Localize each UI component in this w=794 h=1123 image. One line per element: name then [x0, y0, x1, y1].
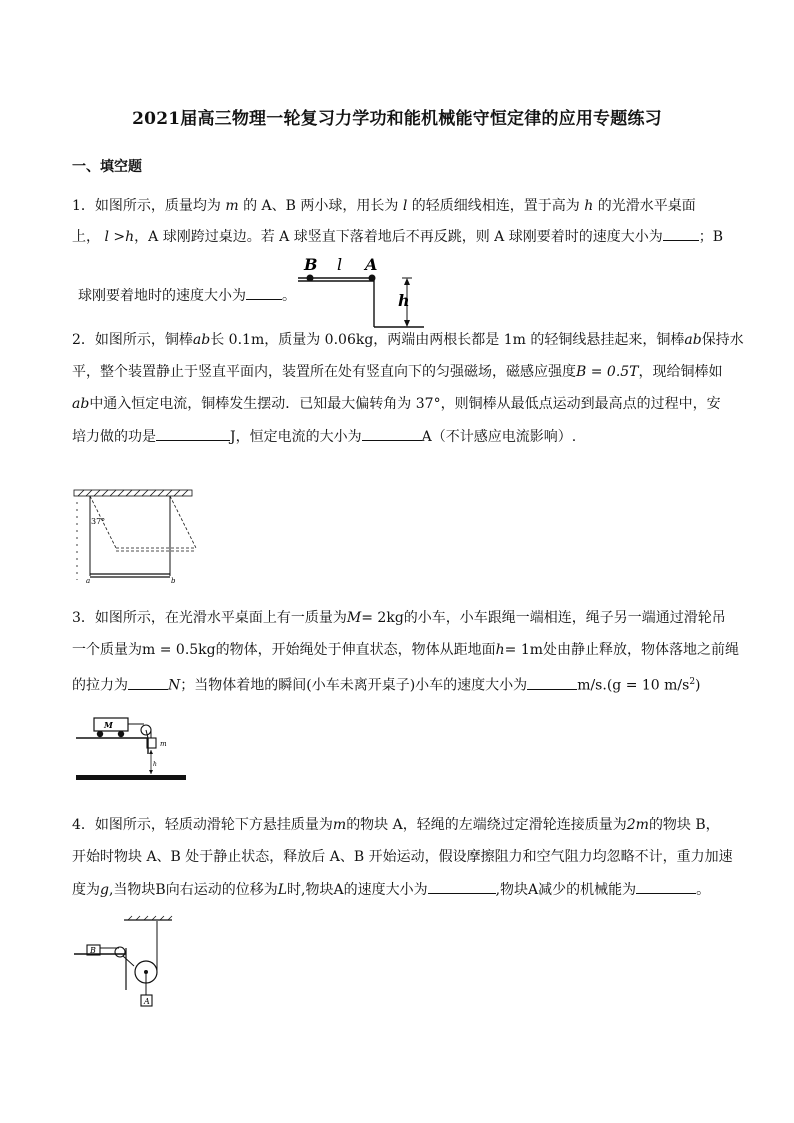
q1-var-l: l: [402, 198, 408, 214]
q3-line-1: [72, 608, 726, 628]
q1-text: ，A 球刚跨过桌边。若 A 球竖直下落着地后不再反跳，则 A 球刚要着时的速度大小为: [134, 229, 663, 245]
q4-text: 时,物块A的速度大小为: [287, 882, 428, 898]
q3-text: ): [695, 677, 701, 694]
q4-var-g: g: [100, 882, 109, 898]
q1-text: 。: [282, 288, 296, 304]
q4-var-m: m: [332, 817, 347, 833]
q4-text: 开始时物块 A、B 处于静止状态，释放后 A、B 开始运动，假设摩擦阻力和空气阻力均忽略不计，重力加速: [72, 849, 733, 865]
section-heading: 一、填空题: [72, 159, 142, 175]
q3-text: m/s.(g = 10 m/s: [577, 677, 690, 694]
q2-text: 培力做的功是: [72, 429, 156, 445]
q1-text: 的 A、B 两小球，用长为: [238, 198, 403, 214]
ball-a: [369, 275, 376, 282]
q2-line-4: [72, 426, 576, 447]
q2-var-ab: ab: [72, 396, 90, 412]
q3-answer-blank-1[interactable]: [128, 675, 168, 690]
q3-var-M: M: [346, 610, 362, 626]
q3-line-3: [72, 672, 701, 696]
q3-text: 的拉力为: [72, 677, 128, 694]
q2-text: 长 0.1m，质量为 0.06kg，两端由两根长都是 1m 的轻铜线悬挂起来，铜棒: [210, 332, 685, 348]
q3-text: 3．如图所示，在光滑水平桌面上有一质量为: [72, 610, 347, 626]
q4-figure: [74, 918, 174, 1010]
q4-text: ,物块A减少的机械能为: [495, 882, 637, 898]
q2-var-ab: ab: [192, 332, 211, 348]
q2-answer-blank-1[interactable]: [156, 426, 230, 441]
q3-var-N: N: [168, 677, 181, 694]
fig-label-l: l: [337, 255, 343, 274]
page-title: 2021届高三物理一轮复习力学功和能机械能守恒定律的应用专题练习: [132, 109, 662, 129]
ball-b: [307, 275, 314, 282]
q2-text: 中通入恒定电流，铜棒发生摆动．已知最大偏转角为 37°，则铜棒从最低点运动到最高点的过程中，安: [89, 396, 721, 412]
fig-label-B: B: [90, 946, 96, 955]
q2-text: ，现给铜棒如: [638, 364, 723, 380]
q1-answer-blank-1[interactable]: [663, 226, 699, 241]
q2-math: B = 0.5T: [576, 364, 639, 380]
q1-answer-blank-2[interactable]: [246, 285, 282, 300]
q4-text: 4．如图所示，轻质动滑轮下方悬挂质量为: [72, 817, 333, 833]
q1-math: l >h: [104, 229, 135, 245]
q3-answer-blank-2[interactable]: [527, 675, 577, 690]
q2-line-3: [72, 394, 721, 414]
q2-line-1: [72, 330, 744, 350]
fig-label-h: h: [153, 761, 157, 768]
q4-var-2m: 2m: [626, 817, 649, 833]
q3-text: 一个质量为m = 0.5kg的物体，开始绳处于伸直状态，物体从距地面: [72, 642, 496, 658]
fig-label-a: A: [365, 255, 378, 274]
fig-label-A: A: [144, 997, 150, 1006]
q2-text: 平，整个装置静止于竖直平面内，装置所在处有竖直向下的匀强磁场，磁感应强度: [72, 364, 576, 380]
q2-text: A（不计感应电流影响）.: [421, 429, 577, 445]
q2-text: 保持水: [701, 332, 744, 348]
fig-label-a: a: [86, 577, 91, 585]
q2-text: 2．如图所示，铜棒: [72, 332, 193, 348]
q4-answer-blank-2[interactable]: [636, 879, 696, 894]
q1-text: 上，: [72, 229, 100, 245]
q3-text: ；当物体着地的瞬间(小车未离开桌子)小车的速度大小为: [180, 677, 528, 694]
q1-line-3: [78, 285, 296, 306]
q4-answer-blank-1[interactable]: [428, 879, 496, 894]
q1-figure: [290, 250, 430, 330]
fig-label-m: m: [160, 740, 167, 748]
q4-text: 。: [696, 882, 711, 898]
q3-superscript: 2: [689, 677, 696, 687]
q2-line-2: [72, 362, 723, 382]
q4-var-L: L: [277, 882, 288, 898]
q3-text: = 2kg的小车，小车跟绳一端相连，绳子另一端通过滑轮吊: [361, 610, 726, 626]
q3-line-2: [72, 640, 739, 660]
q2-var-ab: ab: [684, 332, 702, 348]
q1-text: 的轻质细线相连，置于高为: [407, 198, 585, 214]
q1-var-h: h: [584, 198, 594, 214]
q1-line-1: [72, 196, 696, 216]
q4-text: 的物块 A，轻绳的左端绕过定滑轮连接质量为: [346, 817, 627, 833]
q4-line-2: [72, 847, 733, 867]
fig-label-M: M: [104, 720, 113, 730]
q2-text: J，恒定电流的大小为: [230, 429, 362, 445]
q2-figure: [74, 488, 204, 584]
fig-label-b: b: [171, 577, 176, 585]
q1-text: ；B: [698, 229, 724, 245]
q1-text: 球刚要着地时的速度大小为: [78, 288, 246, 304]
q4-text: ,当物块B向右运动的位移为: [108, 882, 278, 898]
fig-label-b: B: [304, 255, 318, 274]
q4-text: 度为: [72, 882, 100, 898]
q3-text: = 1m处由静止释放，物体落地之前绳: [504, 642, 740, 658]
q1-text: 1．如图所示，质量均为: [72, 198, 226, 214]
q1-line-2: [72, 226, 723, 247]
q3-var-h: h: [495, 642, 505, 658]
fig-label-h: h: [398, 291, 410, 310]
q4-line-1: [72, 815, 720, 835]
q1-text: 的光滑水平桌面: [593, 198, 696, 214]
q3-figure: [76, 712, 186, 788]
q1-var-m: m: [225, 198, 239, 214]
q4-line-3: [72, 879, 710, 900]
fig-angle-label: 37°: [91, 517, 106, 526]
q2-answer-blank-2[interactable]: [362, 426, 422, 441]
q4-text: 的物块 B，: [648, 817, 720, 833]
